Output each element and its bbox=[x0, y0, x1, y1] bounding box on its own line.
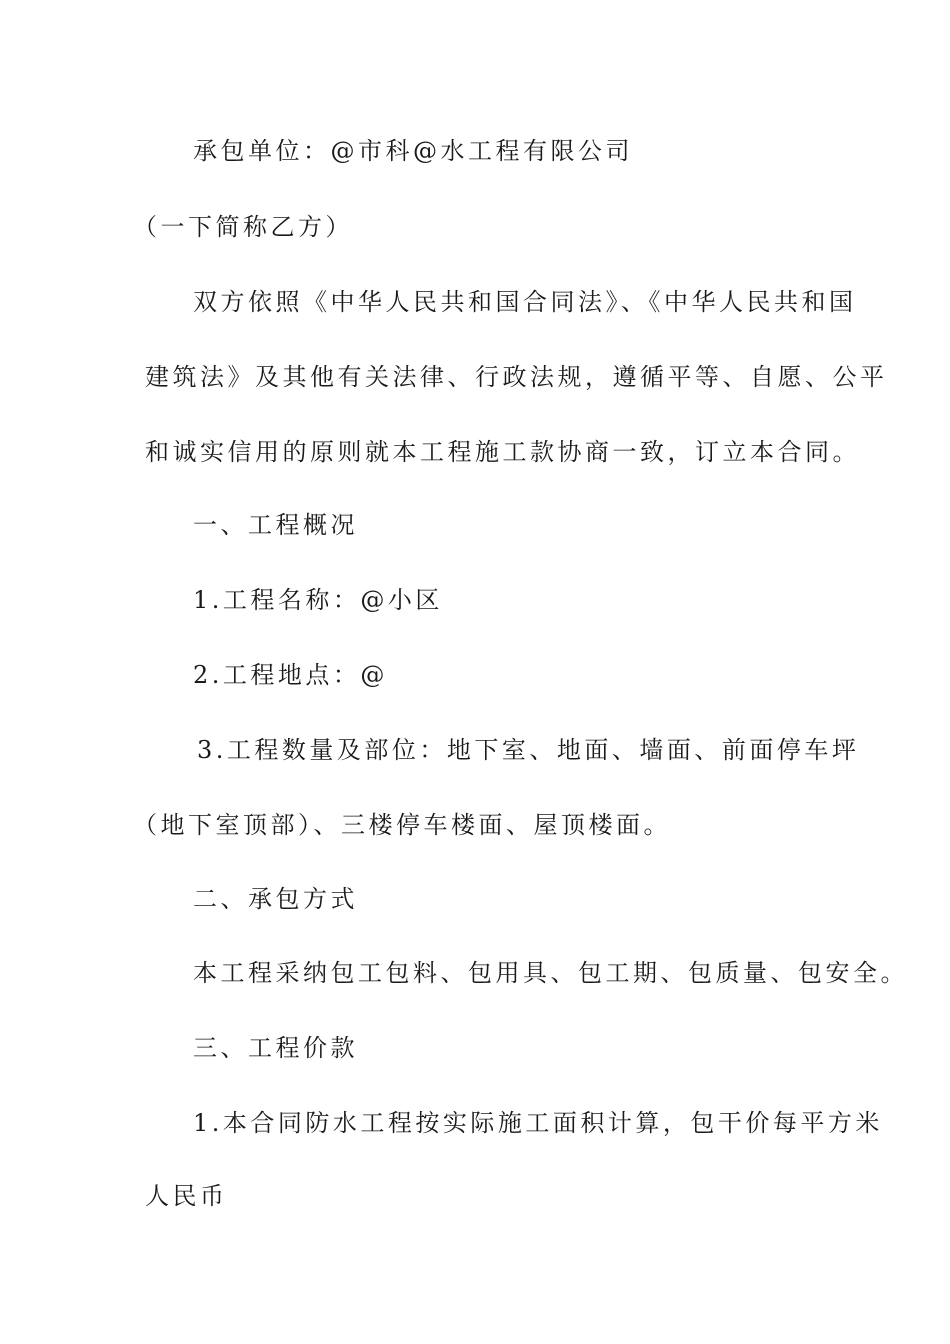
price-clause-line: 1.本合同防水工程按实际施工面积计算，包干价每平方米 bbox=[193, 1109, 883, 1137]
contract-method-line: 本工程采纳包工包料、包用具、包工期、包质量、包安全。 bbox=[193, 959, 908, 987]
paragraph-line: 和诚实信用的原则就本工程施工款协商一致，订立本合同。 bbox=[145, 438, 860, 466]
section-heading-overview: 一、工程概况 bbox=[193, 511, 358, 539]
section-heading-contract-method: 二、承包方式 bbox=[193, 885, 358, 913]
project-location-line: 2.工程地点：@ bbox=[193, 661, 388, 689]
paragraph-line: 双方依照《中华人民共和国合同法》、《中华人民共和国 bbox=[193, 288, 857, 316]
price-clause-continued-line: 人民币 bbox=[145, 1182, 228, 1210]
project-scope-continued-line: （地下室顶部）、三楼停车楼面、屋顶楼面。 bbox=[133, 811, 671, 839]
project-name-line: 1.工程名称：@小区 bbox=[193, 586, 443, 614]
project-scope-line: 3.工程数量及部位：地下室、地面、墙面、前面停车坪 bbox=[197, 736, 860, 764]
contractor-unit-line: 承包单位：@市科@水工程有限公司 bbox=[193, 137, 633, 165]
section-heading-price: 三、工程价款 bbox=[193, 1034, 358, 1062]
paragraph-line: 建筑法》及其他有关法律、行政法规，遵循平等、自愿、公平 bbox=[145, 363, 888, 391]
party-b-note-line: （一下简称乙方） bbox=[133, 213, 353, 241]
